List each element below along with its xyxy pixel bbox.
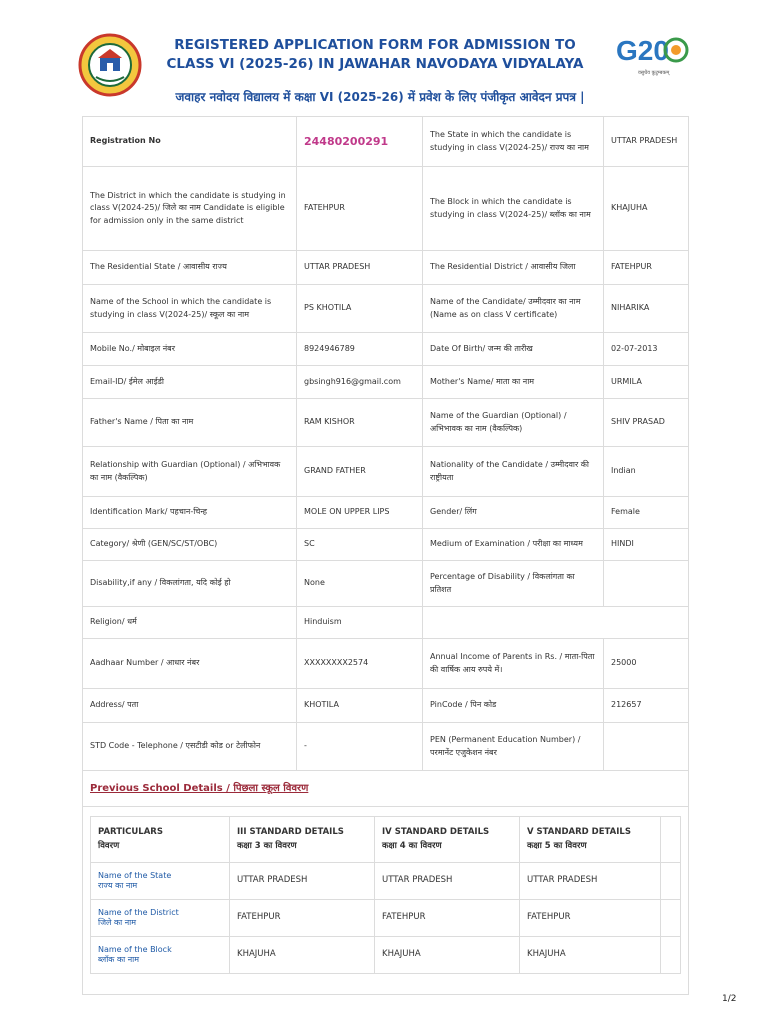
field-value: Hinduism	[297, 607, 423, 639]
row-label: Name of the District जिले का नाम	[91, 900, 230, 937]
field-label: Date Of Birth/ जन्म की तारीख	[423, 333, 604, 366]
cell-value: UTTAR PRADESH	[520, 863, 661, 900]
table-row	[91, 863, 681, 900]
field-label: Religion/ धर्म	[83, 607, 297, 639]
field-label: Mobile No./ मोबाइल नंबर	[83, 333, 297, 366]
g20-logo-icon	[616, 30, 690, 78]
empty-cell	[661, 817, 681, 863]
registration-label: Registration No	[83, 117, 297, 167]
field-value: RAM KISHOR	[297, 399, 423, 447]
field-value: UTTAR PRADESH	[297, 251, 423, 285]
field-label: Percentage of Disability / विकलांगता का प्रतिशत	[423, 561, 604, 607]
column-header: III STANDARD DETAILS कक्षा 3 का विवरण	[230, 817, 375, 863]
field-label: Mother's Name/ माता का नाम	[423, 366, 604, 399]
page-header	[0, 0, 768, 115]
previous-school-details-link[interactable]: Previous School Details / पिछला स्कूल विवरण	[90, 782, 309, 794]
table-row	[83, 639, 689, 689]
field-label: The Residential District / आवासीय जिला	[423, 251, 604, 285]
field-value: None	[297, 561, 423, 607]
field-value: XXXXXXXX2574	[297, 639, 423, 689]
cell-value: KHAJUHA	[520, 937, 661, 974]
field-label: Address/ पता	[83, 689, 297, 723]
table-row	[83, 497, 689, 529]
table-row	[83, 447, 689, 497]
field-label: Name of the Guardian (Optional) / अभिभावक का नाम (वैकल्पिक)	[423, 399, 604, 447]
field-value: 212657	[604, 689, 689, 723]
table-row	[83, 333, 689, 366]
field-label: Name of the School in which the candidate is studying in class V(2024-25)/ स्कूल का नाम	[83, 285, 297, 333]
table-row	[91, 937, 681, 974]
registration-number: 24480200291	[297, 117, 423, 167]
field-value: FATEHPUR	[604, 251, 689, 285]
cell-value: KHAJUHA	[375, 937, 520, 974]
field-label: The District in which the candidate is studying in class V(2024-25)/ जिले का नाम Candidate is eligible for admission only in the same district	[83, 167, 297, 251]
field-label: The Block in which the candidate is studying in class V(2024-25)/ ब्लॉक का नाम	[423, 167, 604, 251]
field-label: Father's Name / पिता का नाम	[83, 399, 297, 447]
field-label: Disability,if any / विकलांगता, यदि कोई हो	[83, 561, 297, 607]
cell-value: FATEHPUR	[375, 900, 520, 937]
field-value: URMILA	[604, 366, 689, 399]
field-value: SHIV PRASAD	[604, 399, 689, 447]
field-label: Category/ श्रेणी (GEN/SC/ST/OBC)	[83, 529, 297, 561]
field-value	[604, 723, 689, 771]
table-row	[83, 607, 689, 639]
field-value: SC	[297, 529, 423, 561]
empty-cell	[661, 900, 681, 937]
field-value: UTTAR PRADESH	[604, 117, 689, 167]
g20-logo-text: G20	[616, 35, 669, 66]
field-label: Nationality of the Candidate / उम्मीदवार की राष्ट्रीयता	[423, 447, 604, 497]
column-header: V STANDARD DETAILS कक्षा 5 का विवरण	[520, 817, 661, 863]
field-value: KHAJUHA	[604, 167, 689, 251]
field-value: GRAND FATHER	[297, 447, 423, 497]
table-row	[83, 771, 689, 807]
cell-value: FATEHPUR	[230, 900, 375, 937]
application-details-table	[82, 116, 689, 807]
table-row	[83, 723, 689, 771]
table-row	[83, 529, 689, 561]
previous-school-heading-cell	[83, 771, 689, 807]
field-value: NIHARIKA	[604, 285, 689, 333]
field-value: PS KHOTILA	[297, 285, 423, 333]
empty-cell	[423, 607, 689, 639]
field-label: Aadhaar Number / आधार नंबर	[83, 639, 297, 689]
cell-value: UTTAR PRADESH	[230, 863, 375, 900]
page-number: 1/2	[722, 994, 737, 1004]
page-title-hindi: जवाहर नवोदय विद्यालय में कक्षा VI (2025-26) में प्रवेश के लिए पंजीकृत आवेदन प्रपत्र |	[175, 90, 585, 104]
row-label: Name of the State राज्य का नाम	[91, 863, 230, 900]
table-row	[91, 900, 681, 937]
field-label: Gender/ लिंग	[423, 497, 604, 529]
field-value	[604, 561, 689, 607]
field-label: The State in which the candidate is studying in class V(2024-25)/ राज्य का नाम	[423, 117, 604, 167]
table-row	[83, 561, 689, 607]
empty-cell	[661, 863, 681, 900]
field-value: MOLE ON UPPER LIPS	[297, 497, 423, 529]
g20-tagline: वसुधैव कुटुम्बकम्	[638, 70, 670, 76]
field-value: gbsingh916@gmail.com	[297, 366, 423, 399]
table-header-row	[91, 817, 681, 863]
field-value: Female	[604, 497, 689, 529]
empty-cell	[661, 937, 681, 974]
field-value: FATEHPUR	[297, 167, 423, 251]
field-value: -	[297, 723, 423, 771]
table-row	[83, 117, 689, 167]
field-value: 8924946789	[297, 333, 423, 366]
page-title-english: REGISTERED APPLICATION FORM FOR ADMISSION TO CLASS VI (2025-26) IN JAWAHAR NAVODAYA VIDYALAYA	[166, 37, 584, 72]
field-label: Email-ID/ ईमेल आईडी	[83, 366, 297, 399]
field-label: STD Code - Telephone / एसटीडी कोड or टेलीफोन	[83, 723, 297, 771]
field-value: 25000	[604, 639, 689, 689]
field-label: Annual Income of Parents in Rs. / माता-पिता की वार्षिक आय रुपये में।	[423, 639, 604, 689]
column-header: PARTICULARS विवरण	[91, 817, 230, 863]
field-label: Medium of Examination / परीक्षा का माध्यम	[423, 529, 604, 561]
field-label: Identification Mark/ पहचान-चिन्ह	[83, 497, 297, 529]
table-row	[83, 366, 689, 399]
table-row	[83, 689, 689, 723]
cell-value: UTTAR PRADESH	[375, 863, 520, 900]
field-value: HINDI	[604, 529, 689, 561]
column-header: IV STANDARD DETAILS कक्षा 4 का विवरण	[375, 817, 520, 863]
table-row	[83, 399, 689, 447]
table-row	[83, 251, 689, 285]
field-label: Relationship with Guardian (Optional) / अभिभावक का नाम (वैकल्पिक)	[83, 447, 297, 497]
previous-school-table	[90, 816, 681, 974]
cell-value: FATEHPUR	[520, 900, 661, 937]
field-value: KHOTILA	[297, 689, 423, 723]
field-value: 02-07-2013	[604, 333, 689, 366]
field-value: Indian	[604, 447, 689, 497]
field-label: Name of the Candidate/ उम्मीदवार का नाम (Name as on class V certificate)	[423, 285, 604, 333]
table-row	[83, 167, 689, 251]
table-row	[83, 285, 689, 333]
field-label: PinCode / पिन कोड	[423, 689, 604, 723]
field-label: PEN (Permanent Education Number) / परमानेंट एजुकेशन नंबर	[423, 723, 604, 771]
field-label: The Residential State / आवासीय राज्य	[83, 251, 297, 285]
row-label: Name of the Block ब्लॉक का नाम	[91, 937, 230, 974]
cell-value: KHAJUHA	[230, 937, 375, 974]
